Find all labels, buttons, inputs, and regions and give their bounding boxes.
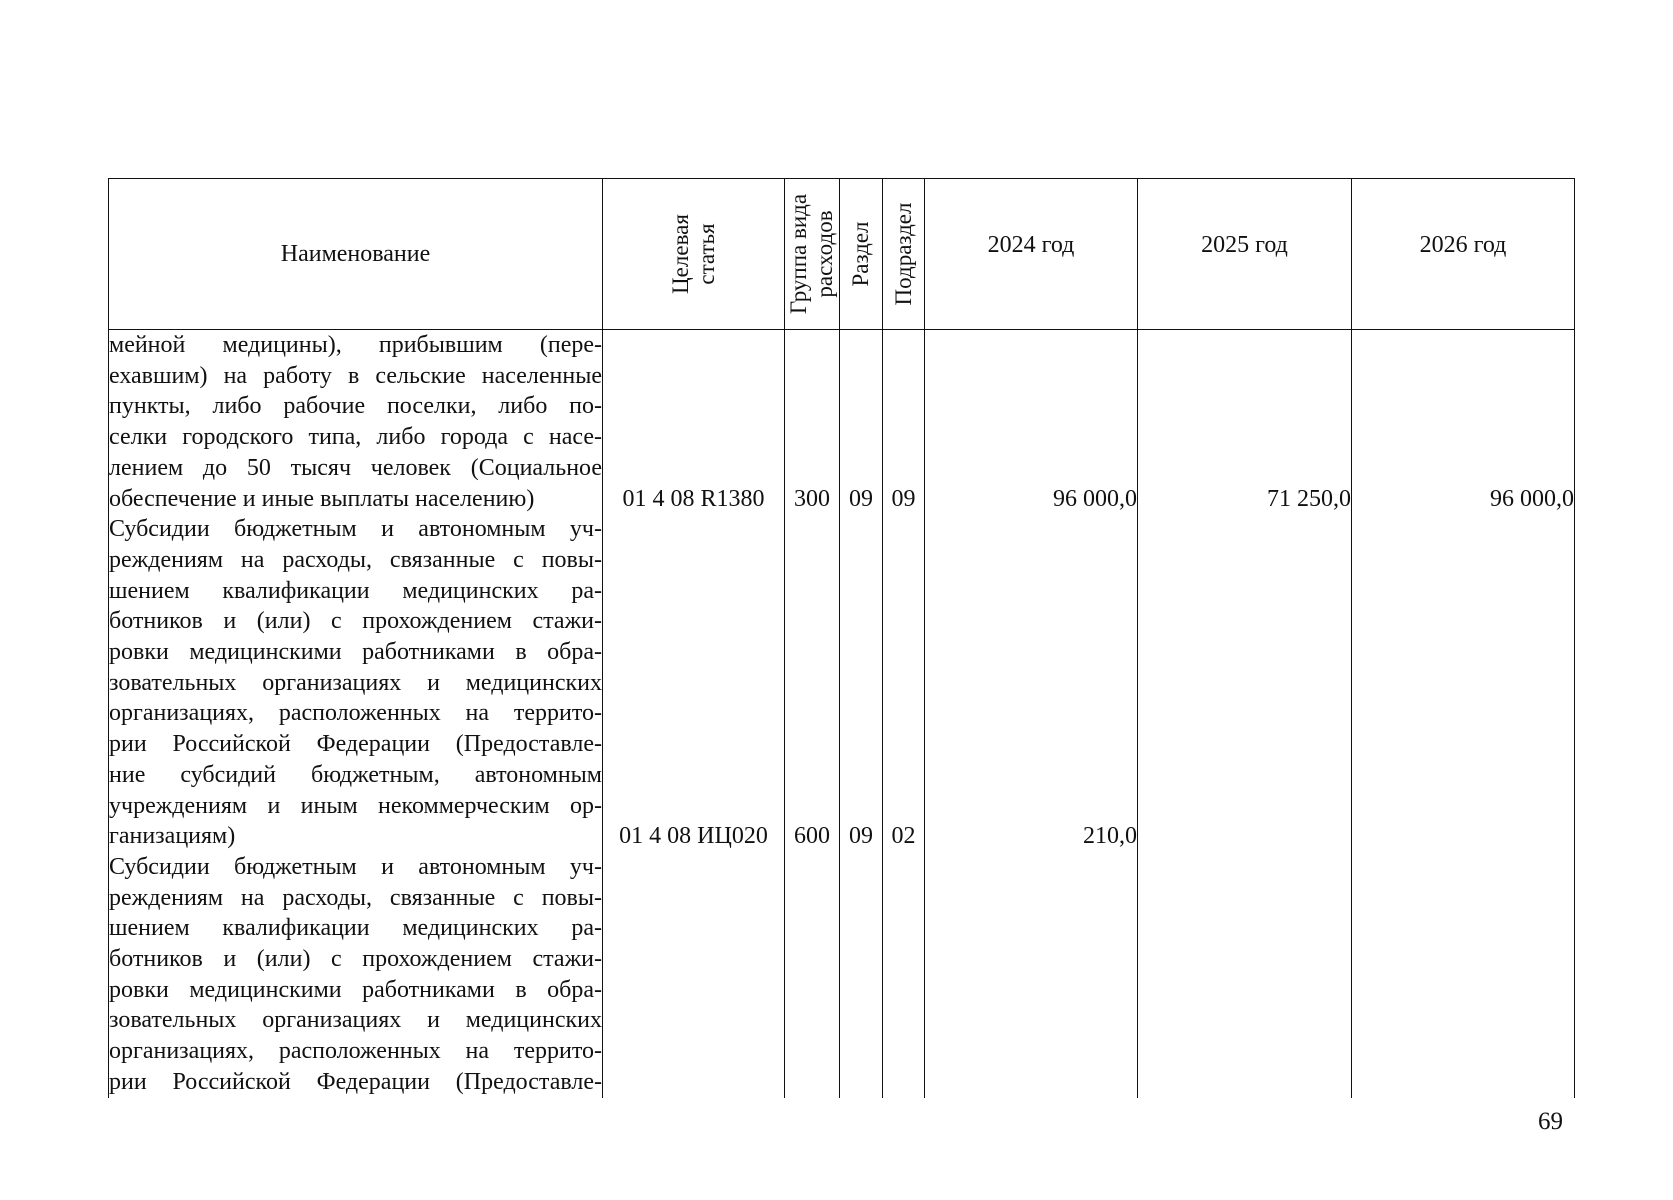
row-article-cell xyxy=(603,514,785,852)
name-line: пункты, либо рабочие поселки, либо по- xyxy=(109,393,602,420)
row-article-cell xyxy=(603,330,785,515)
header-subsection xyxy=(883,179,925,330)
header-2024 xyxy=(925,179,1138,330)
name-line: ганизациям) xyxy=(109,823,236,850)
row-2025-cell xyxy=(1138,330,1352,515)
name-line: зовательных организациях и медицинских xyxy=(109,1007,602,1034)
row-2024-value: 96 000,0 xyxy=(1053,485,1137,512)
name-line: ровки медицинскими работниками в обра- xyxy=(109,639,602,666)
name-line: селки городского типа, либо города с насе- xyxy=(109,424,602,451)
name-line: ботников и (или) с прохождением стажи- xyxy=(109,946,602,973)
row-name-cell xyxy=(109,852,603,1098)
row-subsection: 09 xyxy=(891,485,916,512)
budget-table xyxy=(108,178,1575,1098)
row-subsection-cell xyxy=(883,514,925,852)
header-2024-text: 2024 год xyxy=(987,231,1075,258)
row-name-cell xyxy=(109,330,603,515)
table-header xyxy=(109,179,1575,330)
header-group-text xyxy=(786,184,838,324)
header-name xyxy=(109,179,603,330)
row-2025-cell xyxy=(1138,514,1352,852)
row-2026-cell xyxy=(1352,514,1575,852)
name-line: зовательных организациях и медицинских xyxy=(109,669,602,696)
row-subsection-cell xyxy=(883,852,925,1098)
row-2024-cell xyxy=(925,330,1138,515)
row-article: 01 4 08 ИЦ020 xyxy=(619,823,768,850)
name-line: Субсидии бюджетным и автономным уч- xyxy=(109,853,602,880)
header-2025-text: 2025 год xyxy=(1201,231,1288,258)
row-article: 01 4 08 R1380 xyxy=(622,485,765,512)
row-name-cell xyxy=(109,514,603,852)
name-line: реждениям на расходы, связанные с повы- xyxy=(109,884,602,911)
row-2025-value: 71 250,0 xyxy=(1267,485,1351,512)
header-section-text: Раздел xyxy=(848,221,873,287)
row-section-cell xyxy=(840,852,883,1098)
row-2026-value: 96 000,0 xyxy=(1490,485,1574,512)
header-article xyxy=(603,179,785,330)
row-section: 09 xyxy=(849,485,873,512)
name-line: шением квалификации медицинских ра- xyxy=(109,577,602,604)
row-2026-cell xyxy=(1352,330,1575,515)
header-row xyxy=(109,179,1575,330)
row-group-cell xyxy=(785,514,840,852)
row-group-cell xyxy=(785,852,840,1098)
row-section-cell xyxy=(840,514,883,852)
page-number: 69 xyxy=(1538,1108,1563,1135)
row-2024-cell xyxy=(925,514,1138,852)
name-line: ние субсидий бюджетным, автономным xyxy=(109,761,602,788)
name-line: организациях, расположенных на террито- xyxy=(109,1038,602,1065)
row-2025-cell xyxy=(1138,852,1352,1098)
header-name-text: Наименование xyxy=(280,240,431,267)
header-section xyxy=(840,179,883,330)
name-line: учреждениям и иным некоммерческим ор- xyxy=(109,792,602,819)
name-line: обеспечение и иные выплаты населению) xyxy=(109,485,535,512)
row-group: 600 xyxy=(794,823,830,850)
name-line: Субсидии бюджетным и автономным уч- xyxy=(109,516,602,543)
header-article-line2: статья xyxy=(693,223,719,285)
header-2025 xyxy=(1138,179,1352,330)
name-line: ехавшим) на работу в сельские населенные xyxy=(109,362,602,389)
table-row xyxy=(109,852,1575,1098)
row-section-cell xyxy=(840,330,883,515)
header-article-line1: Целевая xyxy=(667,214,693,294)
name-line: ботников и (или) с прохождением стажи- xyxy=(109,608,602,635)
header-2026-text: 2026 год xyxy=(1419,231,1507,258)
row-2024-cell xyxy=(925,852,1138,1098)
row-subsection: 02 xyxy=(891,823,916,850)
row-group-cell xyxy=(785,330,840,515)
name-line: мейной медицины), прибывшим (пере- xyxy=(109,332,602,358)
name-line: рии Российской Федерации (Предоставле- xyxy=(109,731,602,758)
header-2026 xyxy=(1352,179,1575,330)
name-line: шением квалификации медицинских ра- xyxy=(109,915,602,942)
header-article-text xyxy=(668,184,720,324)
table-row xyxy=(109,514,1575,852)
header-group-line2: расходов xyxy=(812,210,837,298)
name-line: организациях, расположенных на террито- xyxy=(109,700,602,727)
header-group-line1: Группа вида xyxy=(786,193,811,315)
name-line: ровки медицинскими работниками в обра- xyxy=(109,976,602,1003)
row-article-cell xyxy=(603,852,785,1098)
row-2026-cell xyxy=(1352,852,1575,1098)
header-subsection-text: Подраздел xyxy=(890,202,916,306)
name-line: рии Российской Федерации (Предоставле- xyxy=(109,1068,602,1095)
name-line: реждениям на расходы, связанные с повы- xyxy=(109,546,602,573)
row-group: 300 xyxy=(794,485,830,512)
row-2024-value: 210,0 xyxy=(1083,823,1137,850)
table-body xyxy=(109,330,1575,1098)
row-subsection-cell xyxy=(883,330,925,515)
table-row xyxy=(109,330,1575,515)
header-group xyxy=(785,179,840,330)
row-section: 09 xyxy=(849,823,873,850)
name-line: лением до 50 тысяч человек (Социальное xyxy=(109,454,602,481)
